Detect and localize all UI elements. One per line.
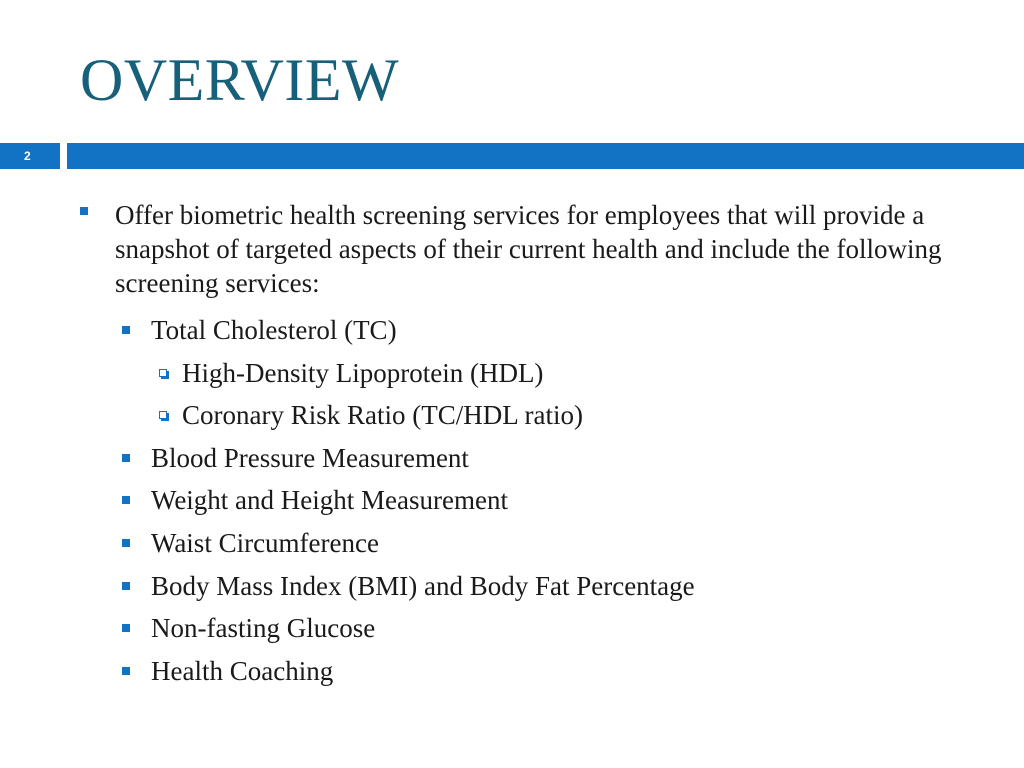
intro-text: Offer biometric health screening services for employees that will provide a snapshot of targeted aspects of their current health and include the following screening services: [115,200,942,298]
list-item [0,312,1024,355]
list-item-label: Body Mass Index (BMI) and Body Fat Percentage [151,570,695,601]
square-bullet-icon [122,667,130,675]
list-item-label: Total Cholesterol (TC) [151,315,397,345]
list-item [0,610,1024,653]
list-item [0,397,1024,440]
square-bullet-icon [122,624,130,632]
list-item-label: High-Density Lipoprotein (HDL) [182,357,544,388]
list-item-label: Non-fasting Glucose [151,613,376,644]
list-item-label: Waist Circumference [151,527,379,558]
list-item-label: Health Coaching [151,655,334,686]
list-item-label: Coronary Risk Ratio (TC/HDL ratio) [182,400,583,431]
list-item-label: Blood Pressure Measurement [151,442,469,473]
list-item [0,568,1024,611]
hollow-square-bullet-icon [159,411,167,419]
list-item [0,525,1024,568]
title-divider-bar [67,143,1024,169]
slide-title: OVERVIEW [80,47,400,113]
square-bullet-icon [122,582,130,590]
list-item [0,440,1024,483]
hollow-square-bullet-icon [159,369,167,377]
square-bullet-icon [80,207,88,215]
square-bullet-icon [122,496,130,504]
list-item [0,482,1024,525]
list-item [0,355,1024,398]
square-bullet-icon [122,326,130,334]
list-item-label: Weight and Height Measurement [151,485,508,516]
list-item [0,653,1024,696]
square-bullet-icon [122,539,130,547]
slide-number: 2 [0,143,60,169]
screening-services-list [0,312,1024,695]
square-bullet-icon [122,454,130,462]
